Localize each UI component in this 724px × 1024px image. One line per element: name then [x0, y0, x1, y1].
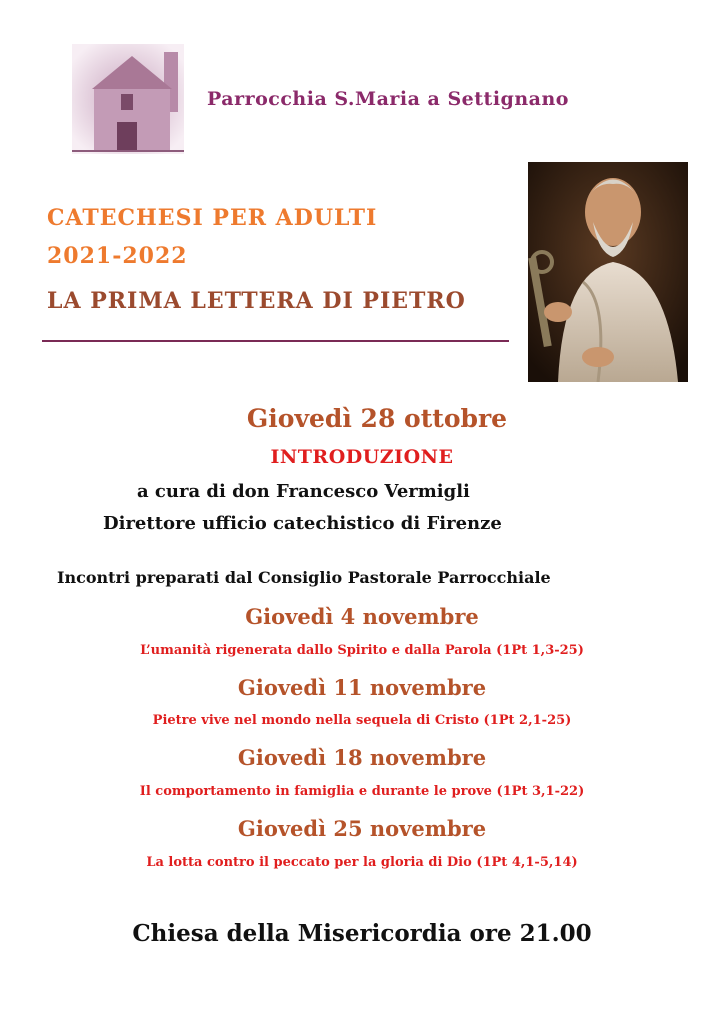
- title-letter: LA PRIMA LETTERA DI PIETRO: [47, 288, 466, 314]
- church-illustration: [72, 44, 184, 154]
- intro-speaker: a cura di don Francesco Vermigli: [137, 481, 470, 502]
- title-year: 2021-2022: [47, 243, 188, 269]
- meeting-2-date: Giovedì 11 novembre: [237, 675, 487, 700]
- title-divider: [42, 340, 509, 342]
- meeting-4-topic: La lotta contro il peccato per la gloria di Dio (1Pt 4,1-5,14): [146, 855, 578, 870]
- meeting-3-topic: Il comportamento in famiglia e durante le prove (1Pt 3,1-22): [139, 784, 585, 799]
- intro-speaker-role: Direttore ufficio catechistico di Firenze: [103, 513, 502, 534]
- meeting-1-date: Giovedì 4 novembre: [245, 604, 479, 629]
- meeting-2-topic: Pietre vive nel mondo nella sequela di Cristo (1Pt 2,1-25): [152, 713, 572, 728]
- intro-date: Giovedì 28 ottobre: [246, 404, 508, 433]
- title-catechesi: CATECHESI PER ADULTI: [47, 205, 378, 231]
- meeting-4-date: Giovedì 25 novembre: [237, 816, 487, 841]
- meeting-1-topic: L’umanità rigenerata dallo Spirito e dalla Parola (1Pt 1,3-25): [140, 643, 584, 658]
- location-time: Chiesa della Misericordia ore 21.00: [132, 920, 592, 947]
- prepared-by: Incontri preparati dal Consiglio Pastorale Parrocchiale: [57, 568, 551, 587]
- intro-topic: INTRODUZIONE: [270, 446, 454, 468]
- parish-name: Parrocchia S.Maria a Settignano: [207, 88, 569, 110]
- saint-peter-painting: [528, 162, 688, 382]
- meeting-3-date: Giovedì 18 novembre: [237, 745, 487, 770]
